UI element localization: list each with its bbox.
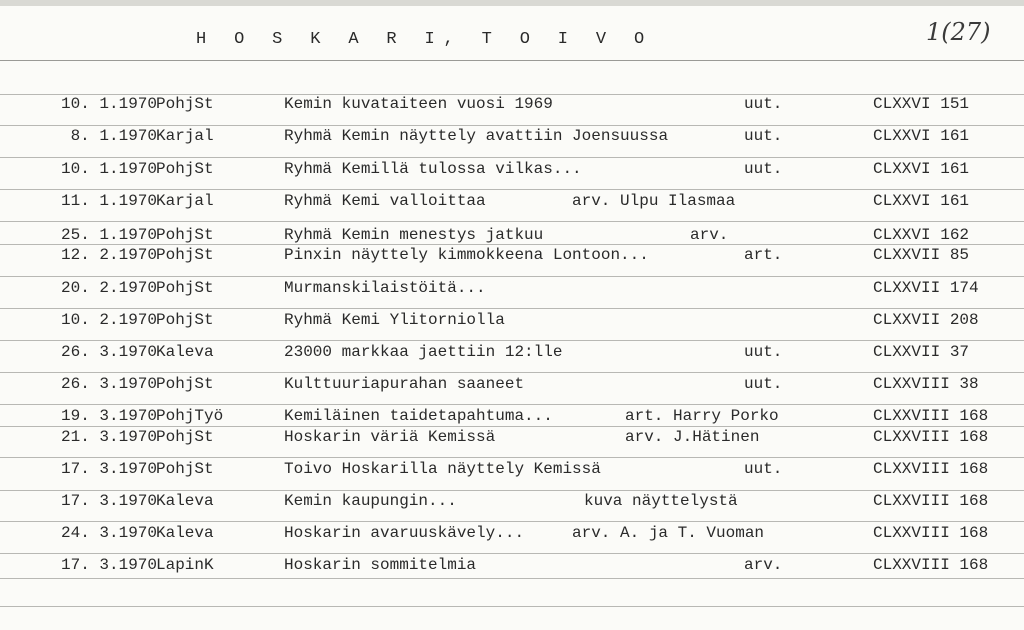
entry-publication: PohjSt xyxy=(156,160,214,178)
page-number-mark: 1(27) xyxy=(926,18,991,46)
entry-reference: CLXXVIII 168 xyxy=(873,524,989,542)
entry-note: uut. xyxy=(744,160,783,178)
rule-line xyxy=(0,157,1024,158)
entry-publication: LapinK xyxy=(156,556,214,574)
entry-title: Kemin kuvataiteen vuosi 1969 xyxy=(284,95,553,113)
entry-row xyxy=(0,460,1024,480)
entry-date: 26. 3.1970 xyxy=(60,375,157,393)
entry-reference: CLXXVII 85 xyxy=(873,246,970,264)
entry-note: uut. xyxy=(744,375,783,393)
entry-note: uut. xyxy=(744,343,783,361)
rule-line xyxy=(0,125,1024,126)
entry-publication: Karjal xyxy=(156,127,214,145)
entry-publication: PohjSt xyxy=(156,375,214,393)
entry-note: uut. xyxy=(744,127,783,145)
entry-publication: PohjSt xyxy=(156,226,214,244)
entry-title: Ryhmä Kemi Ylitorniolla xyxy=(284,311,505,329)
entry-note: arv. Ulpu Ilasmaa xyxy=(572,192,736,210)
entry-date: 24. 3.1970 xyxy=(60,524,157,542)
rule-line xyxy=(0,60,1024,61)
entry-title: Ryhmä Kemi valloittaa xyxy=(284,192,486,210)
entry-date: 10. 1.1970 xyxy=(60,160,157,178)
entry-note: uut. xyxy=(744,95,783,113)
entry-publication: PohjSt xyxy=(156,428,214,446)
entry-reference: CLXXVIII 168 xyxy=(873,428,989,446)
entry-note: arv. A. ja T. Vuoman xyxy=(572,524,765,542)
top-edge xyxy=(0,0,1024,6)
entry-date: 17. 3.1970 xyxy=(60,556,157,574)
entry-date: 19. 3.1970 xyxy=(60,407,157,425)
entry-date: 17. 3.1970 xyxy=(60,460,157,478)
entry-reference: CLXXVII 174 xyxy=(873,279,979,297)
entry-row xyxy=(0,524,1024,544)
entry-row xyxy=(0,492,1024,512)
entry-note: kuva näyttelystä xyxy=(584,492,738,510)
entry-publication: Kaleva xyxy=(156,343,214,361)
entry-title: Kemin kaupungin... xyxy=(284,492,457,510)
entry-publication: PohjSt xyxy=(156,279,214,297)
entry-title: Murmanskilaistöitä... xyxy=(284,279,486,297)
entry-publication: PohjSt xyxy=(156,460,214,478)
rule-line xyxy=(0,276,1024,277)
rule-line xyxy=(0,578,1024,579)
entry-row xyxy=(0,95,1024,115)
entry-title: Toivo Hoskarilla näyttely Kemissä xyxy=(284,460,601,478)
rule-line xyxy=(0,606,1024,607)
rule-line xyxy=(0,340,1024,341)
rule-line xyxy=(0,457,1024,458)
entry-title: Pinxin näyttely kimmokkeena Lontoon... xyxy=(284,246,649,264)
entry-date: 25. 1.1970 xyxy=(60,226,157,244)
rule-line xyxy=(0,308,1024,309)
entry-title: Hoskarin väriä Kemissä xyxy=(284,428,496,446)
entry-title: Hoskarin sommitelmia xyxy=(284,556,477,574)
entry-title: Ryhmä Kemin näyttely avattiin Joensuussa xyxy=(284,127,669,145)
entry-publication: PohjTyö xyxy=(156,407,224,425)
entry-reference: CLXXVI 161 xyxy=(873,192,970,210)
entry-row xyxy=(0,192,1024,212)
rule-line xyxy=(0,404,1024,405)
rule-line xyxy=(0,372,1024,373)
entry-row xyxy=(0,407,1024,427)
entry-row xyxy=(0,428,1024,448)
entry-reference: CLXXVI 162 xyxy=(873,226,970,244)
entry-note: art. xyxy=(744,246,783,264)
rule-line xyxy=(0,221,1024,222)
entry-reference: CLXXVIII 168 xyxy=(873,460,989,478)
rule-line xyxy=(0,490,1024,491)
entry-row xyxy=(0,226,1024,246)
entry-row xyxy=(0,311,1024,331)
entry-note: arv. xyxy=(690,226,729,244)
entry-row xyxy=(0,343,1024,363)
entry-date: 10. 1.1970 xyxy=(60,95,157,113)
entry-title: 23000 markkaa jaettiin 12:lle xyxy=(284,343,563,361)
entry-publication: PohjSt xyxy=(156,95,214,113)
entry-reference: CLXXVI 151 xyxy=(873,95,970,113)
entry-publication: PohjSt xyxy=(156,246,214,264)
page-title: H O S K A R I, T O I V O xyxy=(196,30,653,49)
entry-publication: Kaleva xyxy=(156,492,214,510)
entry-reference: CLXXVIII 38 xyxy=(873,375,979,393)
entry-note: arv. xyxy=(744,556,783,574)
entry-title: Kulttuuriapurahan saaneet xyxy=(284,375,525,393)
entry-publication: Kaleva xyxy=(156,524,214,542)
entry-title: Hoskarin avaruuskävely... xyxy=(284,524,525,542)
rule-line xyxy=(0,189,1024,190)
entry-date: 8. 1.1970 xyxy=(70,127,157,145)
entry-row xyxy=(0,279,1024,299)
entry-date: 26. 3.1970 xyxy=(60,343,157,361)
entry-note: uut. xyxy=(744,460,783,478)
entry-title: Kemiläinen taidetapahtuma... xyxy=(284,407,553,425)
entry-publication: Karjal xyxy=(156,192,214,210)
entry-row xyxy=(0,160,1024,180)
entry-reference: CLXXVI 161 xyxy=(873,127,970,145)
entry-date: 20. 2.1970 xyxy=(60,279,157,297)
entry-date: 21. 3.1970 xyxy=(60,428,157,446)
entry-date: 10. 2.1970 xyxy=(60,311,157,329)
entry-title: Ryhmä Kemillä tulossa vilkas... xyxy=(284,160,582,178)
entry-note: art. Harry Porko xyxy=(625,407,779,425)
entry-row xyxy=(0,375,1024,395)
entry-reference: CLXXVIII 168 xyxy=(873,407,989,425)
entry-reference: CLXXVII 37 xyxy=(873,343,970,361)
entry-title: Ryhmä Kemin menestys jatkuu xyxy=(284,226,544,244)
entry-reference: CLXXVII 208 xyxy=(873,311,979,329)
entry-row xyxy=(0,556,1024,576)
entry-row xyxy=(0,246,1024,266)
entry-date: 11. 1.1970 xyxy=(60,192,157,210)
entry-reference: CLXXVIII 168 xyxy=(873,556,989,574)
rule-line xyxy=(0,521,1024,522)
entry-row xyxy=(0,127,1024,147)
entry-note: arv. J.Hätinen xyxy=(625,428,760,446)
entry-reference: CLXXVIII 168 xyxy=(873,492,989,510)
entry-reference: CLXXVI 161 xyxy=(873,160,970,178)
entry-date: 12. 2.1970 xyxy=(60,246,157,264)
entry-date: 17. 3.1970 xyxy=(60,492,157,510)
entry-publication: PohjSt xyxy=(156,311,214,329)
rule-line xyxy=(0,553,1024,554)
